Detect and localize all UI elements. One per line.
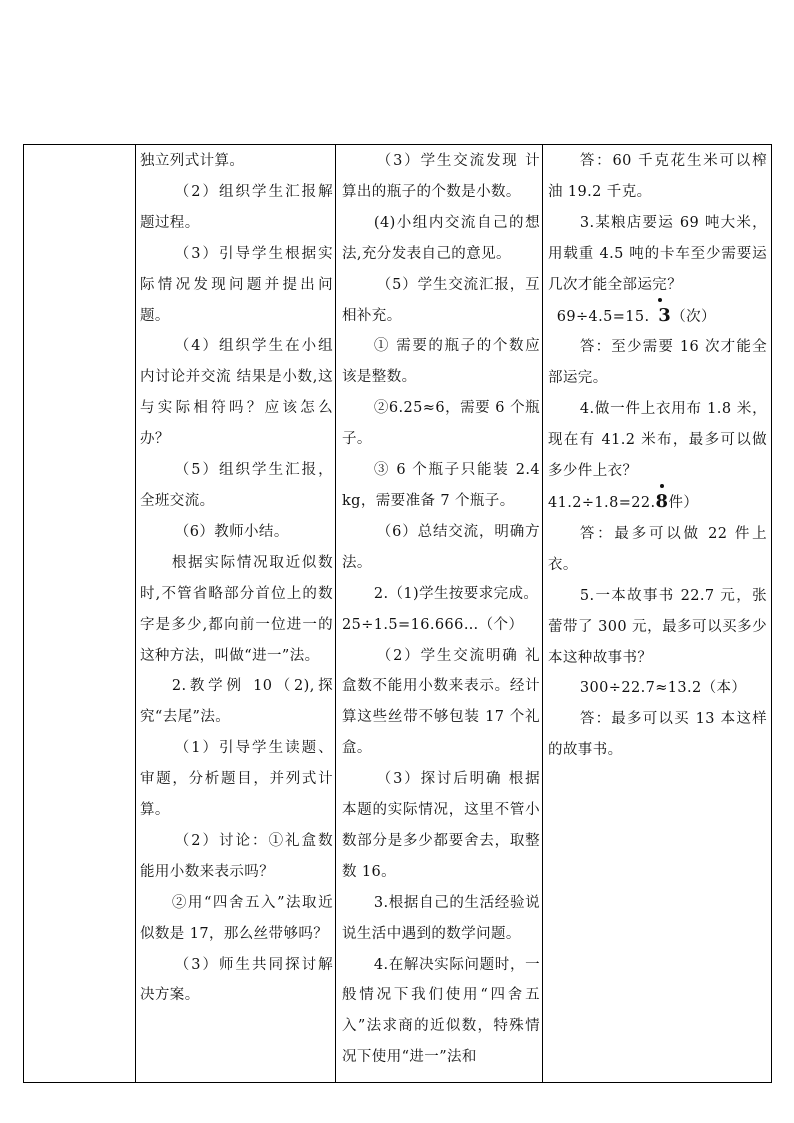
student-step-3: （3）学生交流发现 计算出的瓶子的个数是小数。: [342, 153, 540, 200]
teacher-step-4: （4）组织学生在小组内讨论并交流 结果是小数,这与实际相符吗？应该怎么办？: [140, 338, 333, 448]
teacher-step-2: （2）组织学生汇报解题过程。: [140, 183, 333, 231]
teacher-example-step-3: （3）师生共同探讨解决方案。: [140, 956, 333, 1004]
student-step-5: （5）学生交流汇报，互相补充。: [342, 276, 540, 324]
student-task-2-step-2: （2）学生交流明确 礼盒数不能用小数来表示。经计算这些丝带不够包装 17 个礼盒。: [342, 647, 540, 757]
teacher-example-step-2: （2）讨论：①礼盒数能用小数来表示吗？: [140, 832, 333, 880]
answer-1: 答：60 千克花生米可以榨油 19.2 千克。: [548, 153, 767, 200]
teacher-step-6: （6）教师小结。: [174, 523, 289, 540]
answer-5: 答：最多可以买 13 本这样的故事书。: [548, 711, 767, 759]
student-activity-cell: [336, 145, 543, 1083]
teacher-example-question: ②用“四舍五入”法取近似数是 17，那么丝带够吗？: [140, 894, 333, 942]
student-task-4: 4.在解决实际问题时，一般情况下我们使用“四舍五入”法求商的近似数，特殊情况下使用“进一”法和: [342, 956, 540, 1066]
student-step-6: （6）总结交流，明确方法。: [342, 523, 540, 571]
repeating-digit-1: 3: [650, 301, 672, 332]
student-point-2: ②6.25≈6，需要 6 个瓶子。: [342, 400, 540, 448]
exercise-cell: [543, 145, 772, 1083]
equation-1-main: 69÷4.5=15.: [556, 308, 650, 325]
equation-2: [548, 487, 767, 519]
teacher-text-line: 独立列式计算。: [140, 153, 245, 169]
equation-3: 300÷22.7≈13.2（本）: [579, 680, 747, 697]
exercise-5: 5.一本故事书 22.7 元，张蕾带了 300 元，最多可以买多少本这种故事书？: [548, 587, 767, 666]
teacher-step-3: （3）引导学生根据实际情况发现问题并提出问题。: [140, 245, 333, 324]
exercise-4: 4.做一件上衣用布 1.8 米，现在有 41.2 米布，最多可以做多少件上衣？: [548, 401, 767, 480]
teacher-example-heading: 2.教学例 10（2),探究“去尾”法。: [140, 678, 333, 726]
lesson-table: [23, 144, 772, 1083]
equation-2-main: 41.2÷1.8=22.: [548, 494, 656, 511]
teacher-example-step-1: （1）引导学生读题、审题，分析题目，并列式计算。: [140, 740, 333, 819]
answer-3: 答：至少需要 16 次才能全部运完。: [548, 339, 767, 387]
student-point-3: ③ 6 个瓶子只能装 2.4 kg，需要准备 7 个瓶子。: [342, 462, 540, 509]
student-point-1: ① 需要的瓶子的个数应该是整数。: [342, 338, 540, 386]
student-task-2: 2.（1)学生按要求完成。: [373, 585, 539, 602]
equation-2-unit: 件）: [668, 494, 699, 511]
student-equation: 25÷1.5=16.666…（个）: [342, 616, 524, 633]
exercise-3: 3.某粮店要运 69 吨大米，用载重 4.5 吨的卡车至少需要运几次才能全部运完？: [548, 214, 767, 293]
stage-column-cell: [24, 145, 136, 1083]
teacher-activity-cell: [136, 145, 336, 1083]
equation-1: [548, 301, 767, 333]
student-task-3: 3.根据自己的生活经验说说生活中遇到的数学问题。: [342, 894, 540, 942]
teacher-step-5: （5）组织学生汇报，全班交流。: [140, 462, 333, 509]
answer-4: 答：最多可以做 22 件上衣。: [548, 525, 767, 573]
teacher-summary: 根据实际情况取近似数时,不管省略部分首位上的数字是多少,都向前一位进一的这种方法，叫做“进一”法。: [140, 554, 333, 664]
student-step-4: (4)小组内交流自己的想法,充分发表自己的意见。: [342, 214, 540, 262]
student-task-2-step-3: （3）探讨后明确 根据本题的实际情况，这里不管小数部分是多少都要舍去，取整数 16。: [342, 771, 540, 880]
repeating-digit-2: 8: [656, 487, 669, 518]
equation-1-unit: （次）: [671, 308, 716, 325]
